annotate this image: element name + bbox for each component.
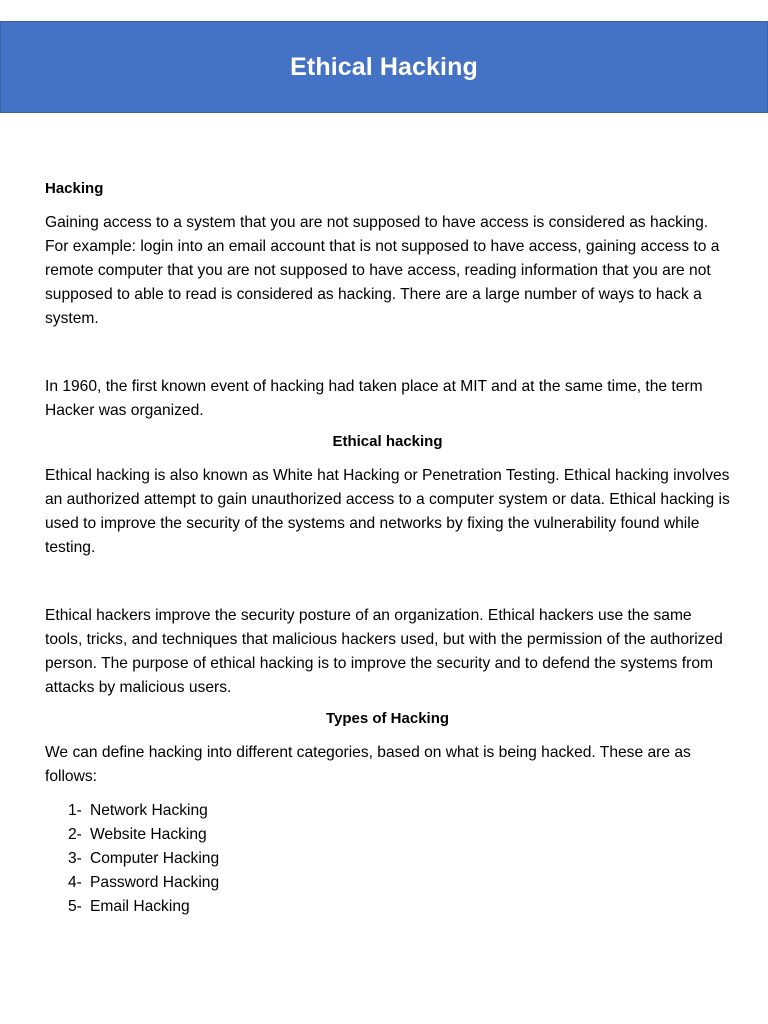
spacer [45,560,730,604]
document-body [45,177,730,919]
list-item-label: Website Hacking [90,826,207,843]
list-item-label: Computer Hacking [90,850,220,867]
paragraph-hacking-history: In 1960, the first known event of hacking had taken place at MIT and at the same time, the term Hacker was organized. [45,378,703,419]
list-item-label: Email Hacking [90,898,190,915]
section-heading-types-of-hacking: Types of Hacking [325,710,450,727]
list-item [68,895,730,919]
spacer [45,331,730,375]
types-list [45,799,730,919]
list-item-label: Password Hacking [90,874,220,891]
list-item-label: Network Hacking [90,802,208,819]
list-item [68,823,730,847]
title-banner [0,21,768,113]
paragraph-ethical-hacking-definition: Ethical hacking is also known as White hat Hacking or Penetration Testing. Ethical hacking involves an authorized attempt to gain unauthorized access to a computer system or data. Ethical hacking is used to improve the security of the systems and networks by fixing the vulnerability found while testing. [45,467,730,556]
page-title: Ethical Hacking [290,52,478,81]
list-item-number: 4- [68,874,82,891]
section-heading-hacking: Hacking [45,180,104,197]
list-item [68,799,730,823]
list-item-number: 5- [68,898,82,915]
paragraph-hacking-definition: Gaining access to a system that you are not supposed to have access is considered as hacking. For example: login into an email account that is not supposed to have access, gaining access to a remote computer that you are not supposed to have access, reading information that you are not supposed to able to read is considered as hacking. There are a large number of ways to hack a system. [45,214,720,327]
list-item [68,871,730,895]
list-item-number: 3- [68,850,82,867]
paragraph-types-intro: We can define hacking into different categories, based on what is being hacked. These are as follows: [45,744,691,785]
list-item-number: 2- [68,826,82,843]
section-heading-ethical-hacking: Ethical hacking [332,433,443,450]
list-item-number: 1- [68,802,82,819]
list-item [68,847,730,871]
paragraph-ethical-hackers: Ethical hackers improve the security posture of an organization. Ethical hackers use the same tools, tricks, and techniques that malicious hackers used, but with the permission of the authorized person. The purpose of ethical hacking is to improve the security and to defend the systems from attacks by malicious users. [45,607,723,696]
